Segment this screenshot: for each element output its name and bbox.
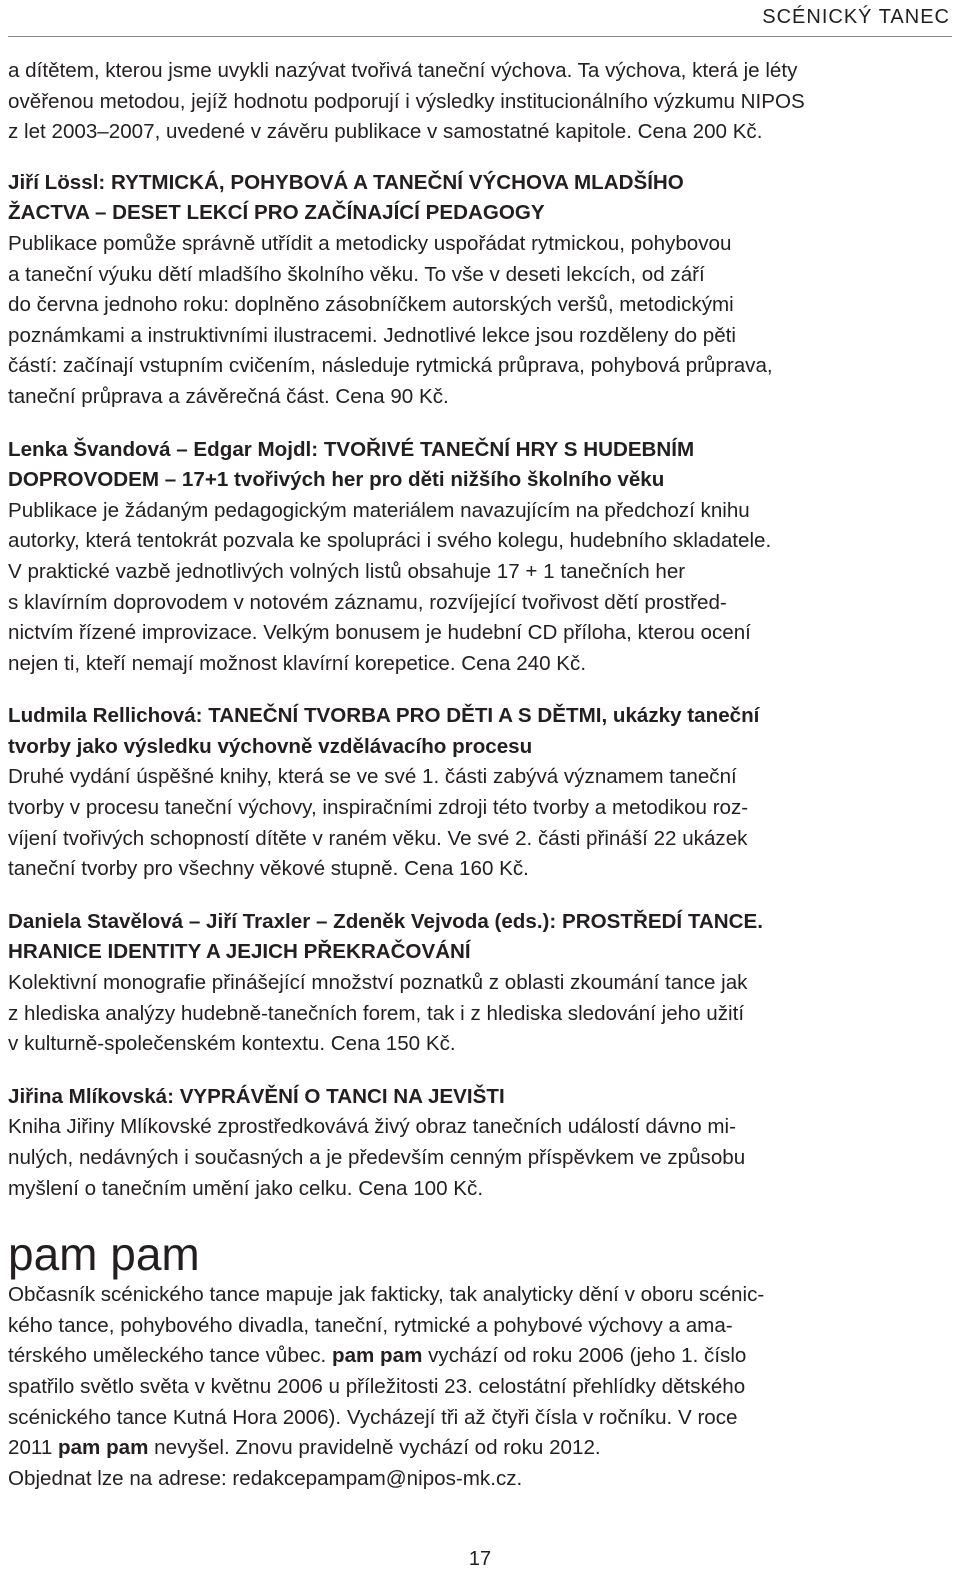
book-entry-svandova — [8, 435, 948, 680]
pampam-text: térského uměleckého tance vůbec. — [8, 1344, 332, 1368]
book-entry-stavelova — [8, 907, 948, 1060]
book-body-line: taneční tvorby pro všechny věkové stupně. Cena 160 Kč. — [8, 857, 529, 881]
book-entry-lossl — [8, 168, 948, 413]
book-body-line: Kniha Jiřiny Mlíkovské zprostředkovává živý obraz tanečních událostí dávno mi- — [8, 1115, 736, 1139]
intro-line: a dítětem, kterou jsme uvykli nazývat tvořivá taneční výchova. Ta výchova, která je léty — [8, 59, 798, 82]
book-heading-line: Jiřina Mlíkovská: VYPRÁVĚNÍ O TANCI NA JEVIŠTI — [8, 1084, 505, 1108]
book-heading-line: tvorby jako výsledku výchovně vzdělávacího procesu — [8, 734, 533, 758]
book-body-line: Kolektivní monografie přinášející množství poznatků z oblasti zkoumání tance jak — [8, 971, 748, 995]
book-heading-line: Daniela Stavělová – Jiří Traxler – Zdeněk Vejvoda (eds.): PROSTŘEDÍ TANCE. — [8, 909, 763, 933]
book-body-line: s klavírním doprovodem v notovém záznamu, rozvíjející tvořivost dětí prostřed- — [8, 590, 727, 614]
book-body-line: myšlení o tanečním umění jako celku. Cena 100 Kč. — [8, 1176, 484, 1200]
book-body-line: z hlediska analýzy hudebně-tanečních forem, tak i z hlediska sledování jeho užití — [8, 1001, 745, 1025]
book-body-line: nulých, nedávných i současných a je především cenným příspěvkem ve způsobu — [8, 1146, 746, 1169]
book-body-line: tvorby v procesu taneční výchovy, inspiračními zdroji této tvorby a metodikou roz- — [8, 796, 749, 820]
page-number: 17 — [468, 1548, 492, 1570]
book-body-line: nejen ti, kteří nemají možnost klavírní korepetice. Cena 240 Kč. — [8, 651, 587, 675]
book-body-line: nictvím řízené improvizace. Velkým bonusem je hudební CD příloha, kterou ocení — [8, 621, 751, 645]
book-body-line: poznámkami a instruktivními ilustracemi. Jednotlivé lekce jsou rozděleny do pěti — [8, 323, 736, 347]
book-heading-line: Ludmila Rellichová: TANEČNÍ TVORBA PRO DĚTI A S DĚTMI, ukázky taneční — [8, 704, 760, 728]
book-body-line: Druhé vydání úspěšné knihy, která se ve své 1. části zabývá významem taneční — [8, 765, 737, 789]
intro-paragraph — [8, 56, 948, 148]
book-body-line: V praktické vazbě jednotlivých volných listů obsahuje 17 + 1 tanečních her — [8, 559, 686, 583]
book-heading-line: Lenka Švandová – Edgar Mojdl: TVOŘIVÉ TANEČNÍ HRY S HUDEBNÍM — [8, 437, 695, 461]
book-heading-line: ŽACTVA – DESET LEKCÍ PRO ZAČÍNAJÍCÍ PEDAGOGY — [8, 201, 545, 225]
pampam-text: 2011 — [8, 1436, 59, 1460]
pampam-text: nevyšel. Znovu pravidelně vychází od roku 2012. — [148, 1436, 601, 1460]
header-divider — [8, 36, 952, 37]
book-heading-line: DOPROVODEM – 17+1 tvořivých her pro děti nižšího školního věku — [8, 468, 665, 492]
pampam-section — [8, 1228, 948, 1494]
book-body-line: Publikace je žádaným pedagogickým materiálem navazujícím na předchozí knihu — [8, 498, 750, 522]
pampam-name-bold: pam pam — [58, 1436, 149, 1460]
book-entry-rellichova — [8, 701, 948, 885]
pampam-body-line: scénického tance Kutná Hora 2006). Vycházejí tři až čtyři čísla v ročníku. V roce — [8, 1405, 738, 1429]
pampam-body-line: kého tance, pohybového divadla, taneční, rytmické a pohybové výchovy a ama- — [8, 1313, 733, 1337]
book-body-line: do června jednoho roku: doplněno zásobníčkem autorských veršů, metodickými — [8, 293, 734, 317]
book-body-line: v kulturně-společenském kontextu. Cena 150 Kč. — [8, 1032, 456, 1056]
book-body-line: autorky, která tentokrát pozvala ke spolupráci i svého kolegu, hudebního skladatele. — [8, 529, 772, 553]
section-header-title: SCÉNICKÝ TANEC — [762, 6, 950, 28]
book-body-line: a taneční výuku dětí mladšího školního věku. To vše v deseti lekcích, od září — [8, 262, 705, 286]
book-body-line: víjení tvořivých schopností dítěte v raném věku. Ve své 2. části přináší 22 ukázek — [8, 826, 748, 850]
book-body-line: taneční průprava a závěrečná část. Cena 90 Kč. — [8, 384, 449, 408]
pampam-body-line — [8, 1433, 948, 1464]
pampam-body-line: Občasník scénického tance mapuje jak fakticky, tak analyticky dění v oboru scénic- — [8, 1283, 765, 1307]
order-address-line: Objednat lze na adrese: redakcepampam@nipos-mk.cz. — [8, 1466, 523, 1490]
book-body-line: Publikace pomůže správně utřídit a metodicky uspořádat rytmickou, pohybovou — [8, 231, 732, 255]
book-heading-line: Jiří Lössl: RYTMICKÁ, POHYBOVÁ A TANEČNÍ VÝCHOVA MLADŠÍHO — [8, 170, 684, 194]
pampam-name-bold: pam pam — [331, 1344, 423, 1368]
pampam-body-line — [8, 1341, 948, 1372]
intro-line: ověřenou metodou, jejíž hodnotu podporují i výsledky institucionálního výzkumu NIPOS — [8, 89, 805, 113]
book-heading-line: HRANICE IDENTITY A JEJICH PŘEKRAČOVÁNÍ — [8, 940, 471, 964]
book-entry-mlikovska — [8, 1082, 948, 1204]
page-content — [8, 56, 948, 1494]
pampam-body-line: spatřilo světlo světa v květnu 2006 u příležitosti 23. celostátní přehlídky dětského — [8, 1374, 746, 1398]
pampam-text: vychází od roku 2006 (jeho 1. číslo — [422, 1344, 747, 1368]
book-body-line: částí: začínají vstupním cvičením, následuje rytmická průprava, pohybová průprava, — [8, 354, 773, 378]
pampam-title: pam pam — [8, 1228, 200, 1281]
intro-line: z let 2003–2007, uvedené v závěru publikace v samostatné kapitole. Cena 200 Kč. — [8, 120, 763, 144]
